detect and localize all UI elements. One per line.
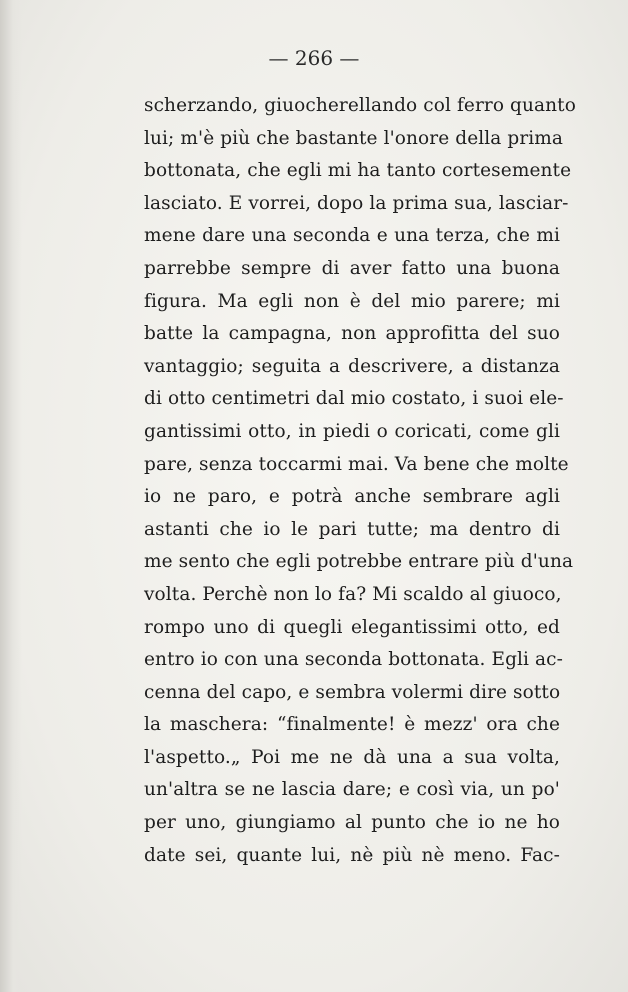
text-line: me sento che egli potrebbe entrare più d'una: [144, 551, 574, 573]
page-edge-shadow: [0, 0, 22, 992]
text-line: date sei, quante lui, nè più nè meno. Fac-: [144, 844, 560, 866]
text-line: io ne paro, e potrà anche sembrare agli: [144, 486, 560, 508]
text-line: rompo uno di quegli elegantissimi otto, ed: [144, 616, 560, 638]
page-number: — 266 —: [268, 46, 360, 70]
text-line: entro io con una seconda bottonata. Egli ac-: [144, 649, 563, 671]
text-line: gantissimi otto, in piedi o coricati, come gli: [144, 420, 560, 442]
text-line: un'altra se ne lascia dare; e così via, un po': [144, 779, 560, 801]
text-line: per uno, giungiamo al punto che io ne ho: [144, 812, 560, 834]
text-line: batte la campagna, non approfitta del suo: [144, 323, 560, 345]
text-line: lui; m'è più che bastante l'onore della prima: [144, 127, 564, 149]
text-line: mene dare una seconda e una terza, che mi: [144, 225, 560, 247]
text-line: cenna del capo, e sembra volermi dire sotto: [144, 681, 561, 703]
body-text: [144, 90, 576, 872]
text-line: di otto centimetri dal mio costato, i suoi ele-: [144, 388, 564, 410]
text-line: volta. Perchè non lo fa? Mi scaldo al giuoco,: [144, 583, 562, 605]
text-line: l'aspetto.„ Poi me ne dà una a sua volta,: [144, 746, 560, 768]
text-line: la maschera: “finalmente! è mezz' ora che: [144, 714, 560, 736]
text-line: parrebbe sempre di aver fatto una buona: [144, 257, 560, 279]
text-line: bottonata, che egli mi ha tanto cortesemente: [144, 160, 572, 182]
text-line: scherzando, giuocherellando col ferro quanto: [144, 95, 576, 116]
text-line: astanti che io le pari tutte; ma dentro di: [144, 518, 560, 540]
text-line: figura. Ma egli non è del mio parere; mi: [144, 290, 560, 312]
text-line: vantaggio; seguita a descrivere, a distanza: [144, 355, 560, 377]
text-line: lasciato. E vorrei, dopo la prima sua, lasciar-: [144, 192, 569, 214]
text-line: pare, senza toccarmi mai. Va bene che molte: [144, 453, 569, 475]
